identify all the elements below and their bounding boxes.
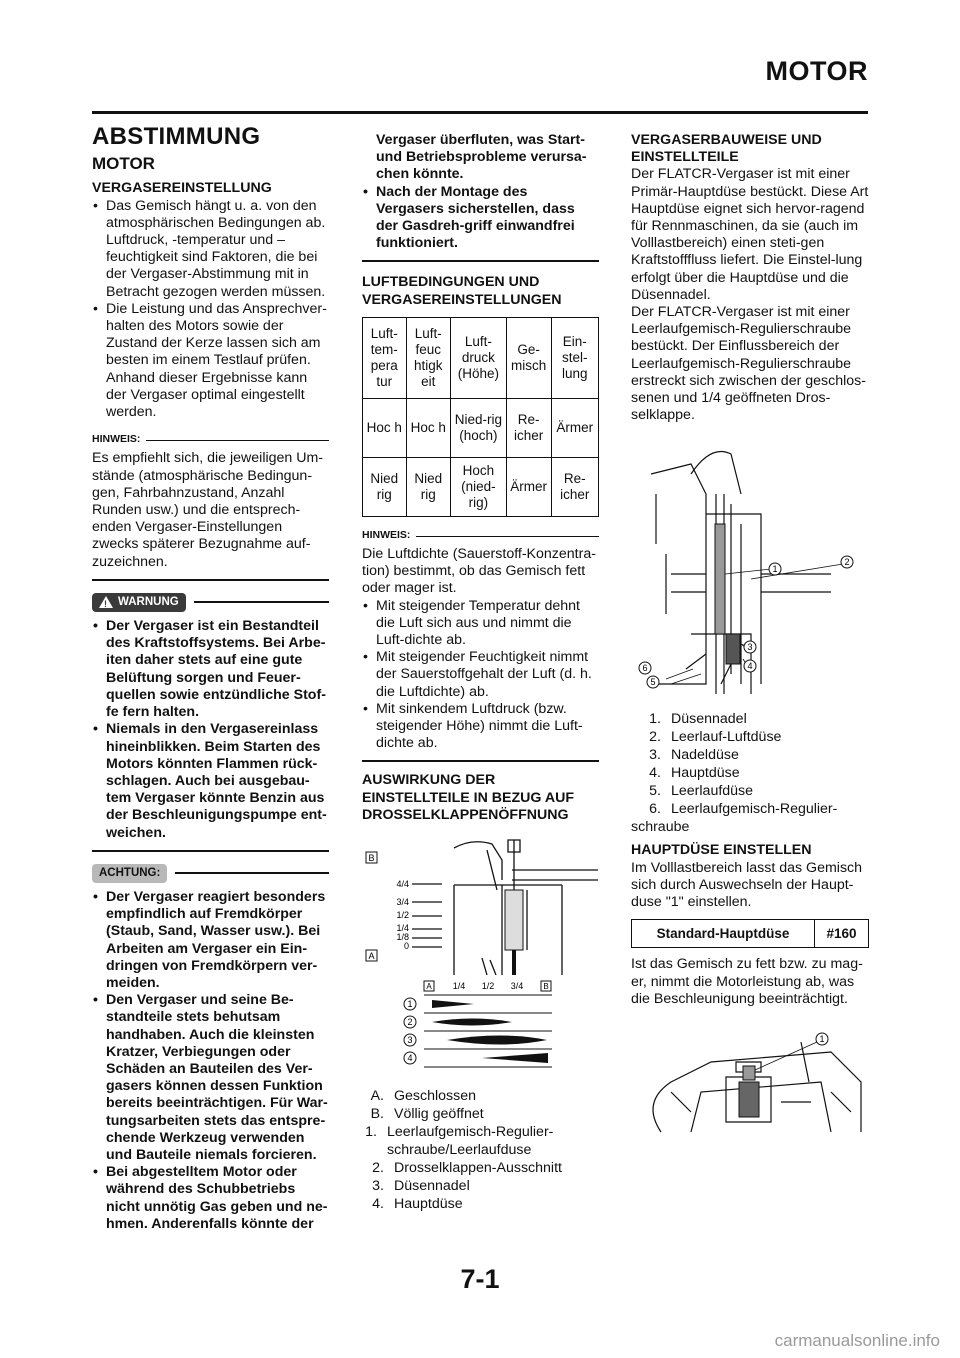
tick-label: 1/2 [396, 910, 409, 921]
heading-carb-adjust: VERGASEREINSTELLUNG [92, 180, 272, 197]
divider [362, 760, 599, 762]
table-cell: Luft-feuc htigk eit [406, 317, 451, 398]
section-title: ABSTIMMUNG [92, 123, 261, 150]
air-conditions-table [362, 317, 599, 517]
divider [92, 850, 329, 852]
carb-callout: 1 [772, 564, 778, 575]
list-item: • Der Vergaser ist ein Bestandteil des Kraftstoffsystems. Bei Arbe-iten daher stets auf eine gute Belüftung sorgen und Feuer-quellen sowie entzündliche Stof-fe fern halten. [92, 618, 329, 721]
table-cell: Luft-tem-pera tur [363, 317, 407, 398]
column-2 [362, 132, 599, 1213]
table-cell: Ge-misch [506, 317, 551, 398]
table-cell: Hoc h [406, 398, 451, 457]
heading-throttle-effect: AUSWIRKUNG DER EINSTELLTEILE IN BEZUG AUF DROSSELKLAPPENÖFFNUNG [362, 772, 575, 823]
range-bar-idle [432, 1000, 474, 1008]
range-row-label: 3 [407, 1035, 413, 1046]
table-cell: Luft-druck (Höhe) [451, 317, 507, 398]
range-row-label: 1 [407, 999, 413, 1010]
spec-table [631, 919, 869, 948]
caution-heading [92, 864, 329, 883]
list-item: • Die Leistung und das Ansprechver-halten des Motors sowie der Zustand der Kerze lassen sich am besten im einem Testlauf prüfen. Anhand dieser Ergebnisse kann der Vergaser optimal eingestellt werden. [92, 301, 329, 421]
range-head: 3/4 [510, 981, 524, 992]
table-row [363, 317, 599, 398]
header-rule [92, 111, 868, 114]
paragraph: Im Volllastbereich lasst das Gemisch sich durch Auswechseln der Haupt-duse "1" einstellen. [631, 859, 863, 911]
warning-bullets [92, 618, 329, 842]
divider [362, 260, 599, 262]
list-item: 2. Leerlauf-Luftdüse [649, 729, 782, 746]
note-label: HINWEIS: [92, 433, 141, 446]
table-cell: Hoc h [363, 398, 407, 457]
list-item: 6. Leerlaufgemisch-Regulier- [649, 801, 838, 818]
spec-label: Standard-Hauptdüse [632, 920, 815, 948]
table-cell: Nied-rig (hoch) [451, 398, 507, 457]
page-header-title: MOTOR [765, 56, 868, 86]
list-item: 4. Hauptdüse [649, 765, 740, 782]
tick-label: 0 [403, 941, 409, 952]
warning-label: WARNUNG [118, 595, 179, 608]
list-item: 1. Düsennadel [649, 711, 747, 728]
range-row-label: 2 [407, 1017, 413, 1028]
range-head: A [426, 982, 432, 992]
column-3 [631, 132, 869, 1142]
table-cell: Nied rig [406, 457, 451, 516]
subsection-title: MOTOR [92, 154, 155, 174]
tick-label: 4/4 [396, 879, 409, 890]
carb-legend [631, 710, 869, 836]
tick-label: 1/4 [396, 923, 409, 934]
list-item: • Mit steigender Temperatur dehnt die Luft sich aus und nimmt die Luft-dichte ab. [362, 598, 599, 650]
note-heading [362, 527, 599, 544]
table-cell: Ein-stel-lung [551, 317, 598, 398]
page-number: 7-1 [460, 1264, 500, 1294]
carburetor-diagram [631, 434, 869, 704]
caution-continued-bullets [362, 184, 599, 253]
list-item: 2. Drosselklappen-Ausschnitt [372, 1160, 562, 1177]
carb-callout: 3 [747, 642, 753, 653]
tick-label: 1/8 [396, 932, 409, 943]
range-head: 1/2 [481, 981, 495, 992]
diagram-label-a: A [368, 951, 375, 962]
list-item: • Das Gemisch hängt u. a. von den atmosphärischen Bedingungen ab. Luftdruck, -temperatur und –feuchtigkeit sind Faktoren, die bei der Vergaser-Abstimmung mit in Betracht gezogen werden müssen. [92, 198, 329, 301]
throttle-range-chart [362, 979, 599, 1079]
paragraph: Der FLATCR-Vergaser ist mit einer Leerlaufgemisch-Regulierschraube bestückt. Der Einflussbereich der Leerlaufgemisch-Regulierschraube erstreckt sich zwischen der geschlos-senen und 1/4 geöffneten Dros-selklappe. [631, 304, 866, 424]
list-item: 5. Leerlaufdüse [649, 783, 754, 800]
caution-badge: ACHTUNG: [92, 864, 167, 883]
carb-callout: 4 [747, 661, 753, 672]
main-jet-photo [631, 1022, 869, 1142]
intro-bullets [92, 198, 329, 422]
table-cell: Nied rig [363, 457, 407, 516]
throttle-diagram [362, 830, 599, 975]
list-item: schraube [631, 819, 690, 836]
note-label: HINWEIS: [362, 528, 411, 541]
paragraph: Der FLATCR-Vergaser ist mit einer Primär-Hauptdüse bestückt. Diese Art Hauptdüse eignet sich hervor-ragend für Rennmaschinen, da sie (auch im Volllastbereich) einen steti-gen Kraftstofffluss liefert. Die Einstel-lung erfolgt über die Hauptdüse und die Düsennadel. [631, 166, 869, 303]
caution-continuation [362, 132, 599, 184]
list-item: • Den Vergaser und seine Be-standteile stets behutsam handhaben. Auch die kleinsten Kratzer, Verbiegungen oder Schäden an Bauteilen des Ver-gasers können dessen Funktion bereits beeinträchtigen. Für War-tungsarbeiten stets das entspre-chende Werkzeug verwenden und Bauteile niemals forcieren. [92, 992, 329, 1164]
list-item: • Niemals in den Vergasereinlass hineinblikken. Beim Starten des Motors könnten Flammen rück-schlagen. Auch bei ausgebau-tem Vergaser könnte Benzin aus der Beschleunigungspumpe ent-weichen. [92, 721, 329, 841]
list-item: • Nach der Montage des Vergasers sicherstellen, dass der Gasdreh-griff einwandfrei funktioniert. [362, 184, 599, 253]
warning-heading [92, 593, 329, 612]
continuation-text: Vergaser überfluten, was Start- und Betriebsprobleme verursa-chen könnte. [376, 132, 587, 183]
photo-callout: 1 [819, 1034, 825, 1045]
table-cell: Ärmer [506, 457, 551, 516]
carb-callout: 2 [844, 557, 850, 568]
range-bar-mainjet [482, 1053, 548, 1063]
range-head: B [543, 982, 549, 992]
watermark: carmanualsonline.info [774, 1331, 940, 1350]
note-heading [92, 431, 329, 448]
list-item: 4. Hauptdüse [372, 1196, 463, 1213]
table-row [363, 457, 599, 516]
heading-air-conditions: LUFTBEDINGUNGEN UND VERGASEREINSTELLUNGEN [362, 274, 562, 308]
warning-badge [92, 593, 186, 612]
carb-callout: 5 [650, 677, 656, 688]
caution-bullets [92, 889, 329, 1233]
note-text: Die Luftdichte (Sauerstoff-Konzentra-tion) bestimmt, ob das Gemisch fett oder mager ist. [362, 546, 596, 597]
carb-callout: 6 [642, 663, 648, 674]
list-item: • Der Vergaser reagiert besonders empfindlich auf Fremdkörper (Staub, Sand, Wasser usw.). Bei Arbeiten am Vergaser ein Ein-dringen von Fremdkörpern ver-meiden. [92, 889, 329, 992]
table-cell: Re-icher [506, 398, 551, 457]
note-bullets [362, 598, 599, 753]
list-item: 3. Nadeldüse [649, 747, 739, 764]
range-row-label: 4 [407, 1053, 413, 1064]
heading-main-jet: HAUPTDÜSE EINSTELLEN [631, 842, 812, 859]
heading-carb-build: VERGASERBAUWEISE UND EINSTELLTEILE [631, 132, 822, 166]
range-bar-cutaway [432, 1019, 512, 1026]
list-item: • Mit sinkendem Luftdruck (bzw. steigender Höhe) nimmt die Luft-dichte ab. [362, 701, 599, 753]
diagram-legend [362, 1087, 599, 1213]
spec-value: #160 [814, 920, 868, 948]
list-item: A. Geschlossen [370, 1088, 477, 1105]
table-row [632, 920, 869, 948]
table-row [363, 398, 599, 457]
list-item: • Bei abgestelltem Motor oder während des Schubbetriebs nicht unnötig Gas geben und ne-hmen. Anderenfalls könnte der [92, 1164, 329, 1233]
note-text: Es empfiehlt sich, die jeweiligen Um-stände (atmosphärische Bedingun-gen, Fahrbahnzustand, Anzahl Runden usw.) und die entsprech-enden Vergaser-Einstellungen zwecks späterer Bezugnahme auf-zuzeichnen. [92, 450, 324, 570]
warning-icon: ! [99, 596, 113, 608]
tick-label: 3/4 [396, 897, 409, 908]
table-cell: Re-icher [551, 457, 598, 516]
paragraph: Ist das Gemisch zu fett bzw. zu mag-er, nimmt die Motorleistung ab, was die Beschleunigung beeinträchtigt. [631, 956, 863, 1007]
list-item: 1. Leerlaufgemisch-Regulier-schraube/Leerlaufduse [365, 1124, 554, 1159]
range-head: 1/4 [452, 981, 466, 992]
table-cell: Ärmer [551, 398, 598, 457]
table-cell: Hoch (nied-rig) [451, 457, 507, 516]
divider [92, 579, 329, 581]
list-item: 3. Düsennadel [372, 1178, 470, 1195]
column-1 [92, 123, 329, 1233]
range-bar-needle [447, 1036, 547, 1045]
diagram-label-b: B [368, 853, 375, 864]
list-item: B. Völlig geöffnet [370, 1106, 484, 1123]
list-item: • Mit steigender Feuchtigkeit nimmt der Sauerstoffgehalt der Luft (d. h. die Luftdichte) ab. [362, 649, 599, 701]
